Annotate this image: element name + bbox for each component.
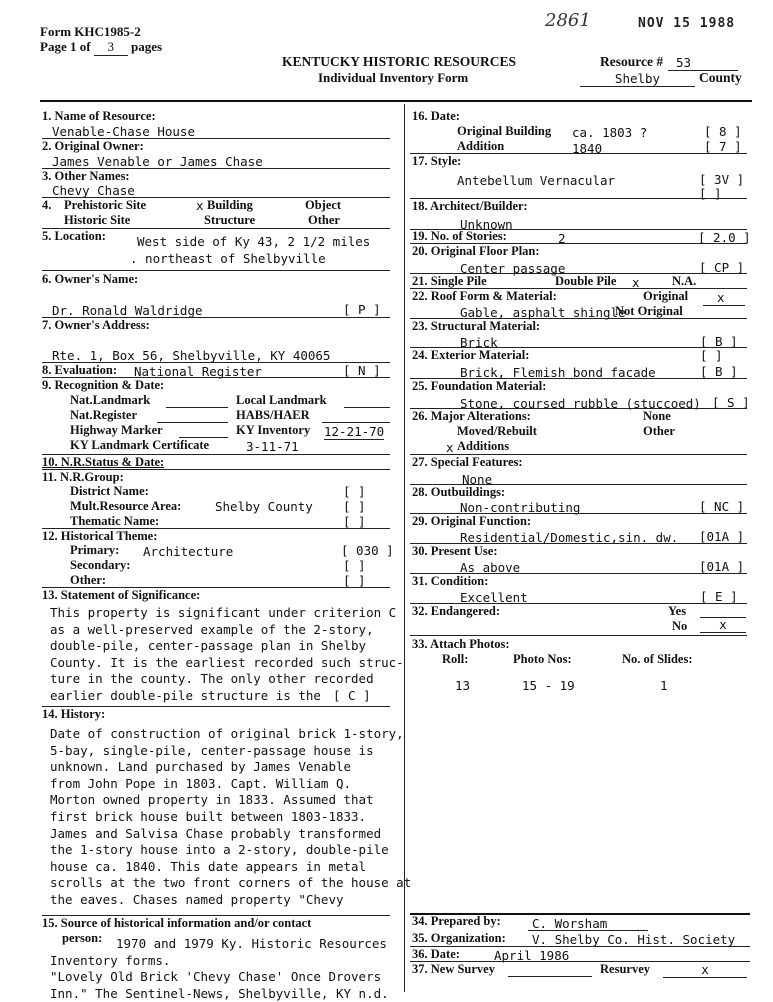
form-id: Form KHC1985-2: [40, 24, 141, 39]
f17-code: [ 3V ]: [699, 172, 745, 187]
f13-code: [ C ]: [333, 688, 371, 703]
f35-label: 35. Organization:: [412, 931, 506, 945]
f23-label: 23. Structural Material:: [412, 319, 541, 333]
f26-none: None: [643, 409, 671, 423]
county-name: Shelby: [580, 71, 695, 87]
f37-label: 37. New Survey: [412, 962, 495, 976]
f16-add: Addition: [457, 139, 505, 153]
f29-value: Residential/Domestic,sin. dw.: [460, 530, 679, 545]
f28-value: Non-contributing: [460, 500, 581, 515]
f21-na: N.A.: [672, 274, 697, 288]
f5-line2: . northeast of Shelbyville: [130, 251, 326, 266]
f9-ky-inventory: KY Inventory: [236, 423, 311, 437]
f28-label: 28. Outbuildings:: [412, 485, 506, 499]
f23-code: [ B ]: [700, 334, 738, 349]
f9-local-landmark: Local Landmark: [236, 393, 327, 407]
f8-label: 8. Evaluation:: [42, 363, 118, 377]
f30-value: As above: [460, 560, 521, 575]
f9-nat-register: Nat.Register: [70, 408, 137, 422]
f9-ky-inventory-date: 12-21-70: [324, 424, 385, 439]
f12-primary-code: [ 030 ]: [341, 543, 394, 558]
f16-orig-code: [ 8 ]: [704, 124, 742, 139]
f22-original: Original: [643, 289, 689, 303]
f26-label: 26. Major Alterations:: [412, 409, 531, 423]
f4-object: Object: [305, 198, 342, 212]
f25-label: 25. Foundation Material:: [412, 379, 547, 393]
f30-code: [01A ]: [699, 559, 745, 574]
f6-value: Dr. Ronald Waldridge: [52, 303, 203, 318]
f20-label: 20. Original Floor Plan:: [412, 244, 540, 258]
f1-label: 1. Name of Resource:: [42, 109, 156, 123]
f13-text: This property is significant under criterion C as a well-preserved example of the 2-story, double-pile, center-passage plan in Shelby County. It is the earliest recorded such struc- ture in the county. The only other recorded earlier double-pile structure is the: [50, 605, 404, 703]
f22-not-original: Not Original: [615, 304, 683, 318]
f34-value: C. Worsham: [532, 916, 608, 931]
handwritten-number: 2861: [545, 10, 591, 31]
f37-resurvey: Resurvey: [600, 962, 650, 976]
f21-label: 21. Single Pile: [412, 274, 487, 288]
f1-value: Venable-Chase House: [52, 124, 195, 139]
f37-mark: x: [663, 962, 747, 978]
f17-value: Antebellum Vernacular: [457, 173, 616, 188]
f18-label: 18. Architect/Builder:: [412, 199, 528, 213]
date-stamp: NOV 15 1988: [638, 16, 736, 31]
f16-label: 16. Date:: [412, 109, 460, 123]
f29-label: 29. Original Function:: [412, 514, 532, 528]
f35-value: V. Shelby Co. Hist. Society: [532, 932, 736, 947]
f6-label: 6. Owner's Name:: [42, 272, 139, 286]
f25-value: Stone, coursed rubble (stuccoed): [460, 396, 701, 411]
f3-value: Chevy Chase: [52, 183, 135, 198]
f26-moved: Moved/Rebuilt: [457, 424, 537, 438]
f12-secondary: Secondary:: [70, 558, 131, 572]
f8-code: [ N ]: [343, 363, 381, 378]
f16-add-value: 1840: [572, 141, 603, 156]
f12-primary: Primary:: [70, 543, 120, 557]
f18-value: Unknown: [460, 217, 513, 232]
f4-building: Building: [207, 198, 253, 212]
f33-roll: Roll:: [442, 652, 469, 666]
f22-mark: x: [703, 290, 745, 306]
f7-value: Rte. 1, Box 56, Shelbyville, KY 40065: [52, 348, 331, 363]
f11-mult: Mult.Resource Area:: [70, 499, 182, 513]
f4-structure: Structure: [204, 213, 256, 227]
f16-orig-value: ca. 1803 ?: [572, 125, 648, 140]
f11-label: 11. N.R.Group:: [42, 470, 124, 484]
f21-mark: x: [632, 275, 640, 290]
f26-mark: x: [446, 440, 454, 455]
f28-code: [ NC ]: [699, 499, 745, 514]
f4-prehistoric: Prehistoric Site: [64, 198, 147, 212]
f36-value: April 1986: [494, 948, 570, 963]
f36-label: 36. Date:: [412, 947, 460, 961]
f27-value: None: [462, 472, 493, 487]
f10-label: 10. N.R.Status & Date:: [42, 455, 165, 469]
page-label: Page 1 of 3 pages: [40, 39, 163, 54]
f30-label: 30. Present Use:: [412, 544, 498, 558]
f9-ky-landmark: KY Landmark Certificate: [70, 438, 210, 452]
f32-mark: x: [700, 617, 746, 633]
f4-label: 4.: [42, 198, 52, 212]
f32-label: 32. Endangered:: [412, 604, 500, 618]
f33-photo-value: 15 - 19: [522, 678, 575, 693]
f9-label: 9. Recognition & Date:: [42, 378, 165, 392]
f20-code: [ CP ]: [699, 260, 745, 275]
top-rule: [40, 100, 752, 102]
f31-label: 31. Condition:: [412, 574, 489, 588]
f33-roll-value: 13: [455, 678, 471, 693]
f29-code: [01A ]: [699, 529, 745, 544]
f22-label: 22. Roof Form & Material:: [412, 289, 557, 303]
f21-double: Double Pile: [555, 274, 617, 288]
f32-yes: Yes: [668, 604, 687, 618]
f5-line1: West side of Ky 43, 2 1/2 miles: [137, 234, 371, 249]
f24-value: Brick, Flemish bond facade: [460, 365, 656, 380]
f17-label: 17. Style:: [412, 154, 462, 168]
f4-mark: x: [196, 198, 204, 213]
resource-number: 53: [668, 55, 738, 71]
f26-other: Other: [643, 424, 675, 438]
f32-no: No: [672, 619, 688, 633]
f24-label: 24. Exterior Material:: [412, 348, 530, 362]
f25-code: [ S ]: [712, 395, 750, 410]
county-label: County: [699, 70, 742, 85]
f19-value: 2: [558, 231, 566, 246]
f9-ky-landmark-date: 3-11-71: [246, 439, 299, 454]
f15-text: 1970 and 1979 Ky. Historic Resources Inventory forms. "Lovely Old Brick 'Chevy Chase' Once Drovers Inn." The Sentinel-News, Shelbyville, KY n.d.: [50, 936, 389, 1001]
f11-mult-value: Shelby County: [215, 499, 313, 514]
f19-label: 19. No. of Stories:: [412, 229, 507, 243]
f3-label: 3. Other Names:: [42, 169, 130, 183]
f31-value: Excellent: [460, 590, 528, 605]
f16-add-code: [ 7 ]: [704, 139, 742, 154]
form-title: KENTUCKY HISTORIC RESOURCES: [282, 54, 517, 69]
f19-code: [ 2.0 ]: [698, 230, 751, 245]
f12-label: 12. Historical Theme:: [42, 529, 158, 543]
f33-slides-value: 1: [660, 678, 668, 693]
f9-habs: HABS/HAER: [236, 408, 310, 422]
f11-thematic: Thematic Name:: [70, 514, 160, 528]
page-total: 3: [94, 39, 128, 56]
f27-label: 27. Special Features:: [412, 455, 523, 469]
f33-slides: No. of Slides:: [622, 652, 693, 666]
f20-value: Center passage: [460, 261, 566, 276]
f12-primary-value: Architecture: [143, 544, 234, 559]
f12-other: Other:: [70, 573, 107, 587]
f31-code: [ E ]: [700, 589, 738, 604]
f16-orig: Original Building: [457, 124, 552, 138]
resource-label: Resource #: [600, 54, 664, 69]
f5-label: 5. Location:: [42, 229, 106, 243]
f24-code: [ B ]: [700, 364, 738, 379]
f4-other: Other: [308, 213, 340, 227]
f14-label: 14. History:: [42, 707, 106, 721]
f33-photo-nos: Photo Nos:: [513, 652, 572, 666]
f11-district: District Name:: [70, 484, 149, 498]
f14-text: Date of construction of original brick 1-story, 5-bay, single-pile, center-passage house is unknown. Land purchased by James Venable from John Pope in 1803. Capt. William Q. Morton owned property in 1833. Assumed that first brick house built between 1803-1833. James and Salvisa Chase probably transformed the 1-story house into a 2-story, double-pile house ca. 1840. This date appears in metal scrolls at the two front corners of the house at the eaves. Chases named property "Chevy: [50, 726, 412, 907]
f33-label: 33. Attach Photos:: [412, 637, 510, 651]
f15-label: 15. Source of historical information and/or contact: [42, 916, 312, 930]
f23-value: Brick: [460, 335, 498, 350]
f26-additions: Additions: [457, 439, 510, 453]
f15-label2: person:: [62, 931, 103, 945]
f4-historic: Historic Site: [64, 213, 131, 227]
f9-highway: Highway Marker: [70, 423, 163, 437]
f6-code: [ P ]: [343, 302, 381, 317]
f22-value: Gable, asphalt shingle: [460, 305, 626, 320]
f8-value: National Register: [134, 364, 262, 379]
form-subtitle: Individual Inventory Form: [318, 70, 469, 85]
f2-value: James Venable or James Chase: [52, 154, 263, 169]
f34-label: 34. Prepared by:: [412, 914, 501, 928]
f7-label: 7. Owner's Address:: [42, 318, 150, 332]
f9-nat-landmark: Nat.Landmark: [70, 393, 151, 407]
f2-label: 2. Original Owner:: [42, 139, 144, 153]
f13-label: 13. Statement of Significance:: [42, 588, 201, 602]
